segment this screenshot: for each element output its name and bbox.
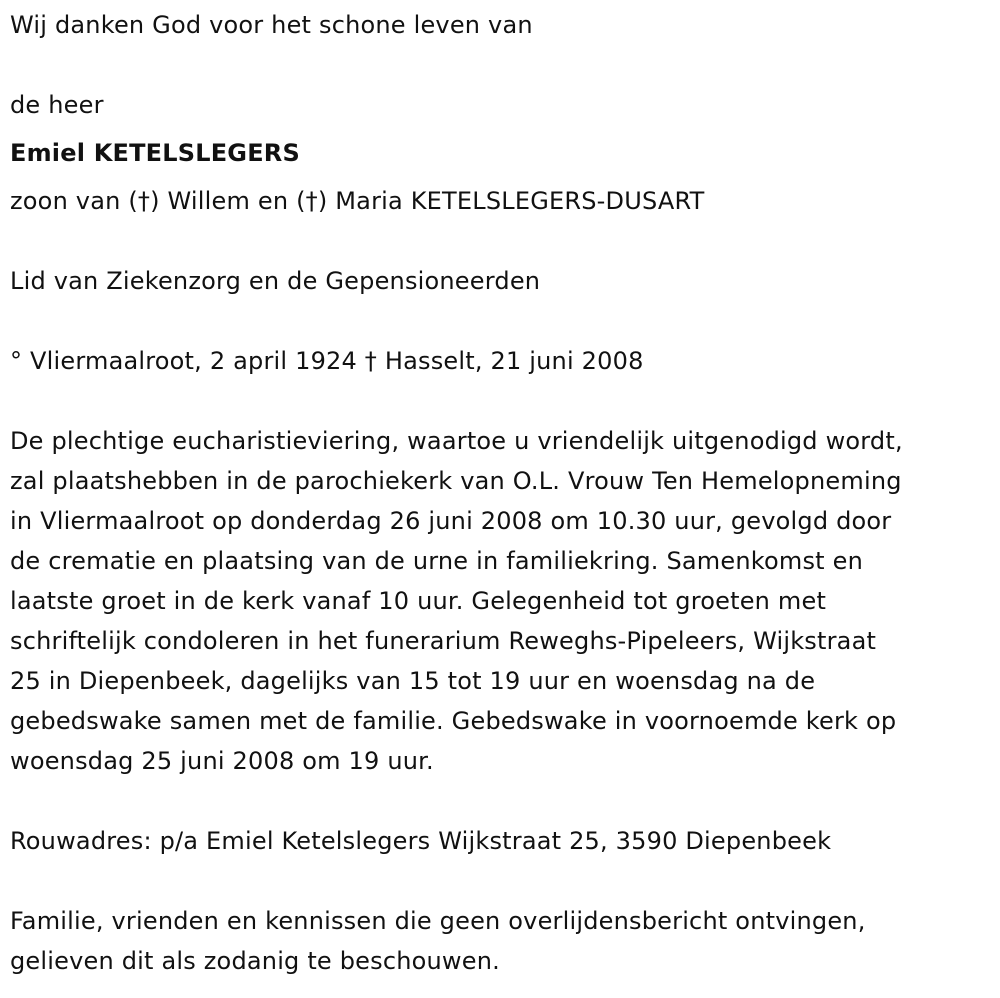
ceremony-line: laatste groet in de kerk vanaf 10 uur. Gelegenheid tot groeten met (10, 587, 827, 615)
birth-death-text: ° Vliermaalroot, 2 april 1924 † Hasselt, 21 juni 2008 (10, 347, 644, 375)
intro-text: Wij danken God voor het schone leven van (10, 11, 533, 39)
membership-text: Lid van Ziekenzorg en de Gepensioneerden (10, 267, 541, 295)
ceremony-line: zal plaatshebben in de parochiekerk van O.L. Vrouw Ten Hemelopneming (10, 467, 902, 495)
title-text: de heer (10, 91, 104, 119)
ceremony-line: in Vliermaalroot op donderdag 26 juni 2008 om 10.30 uur, gevolgd door (10, 507, 892, 535)
deceased-name: Emiel KETELSLEGERS (10, 139, 300, 167)
mourning-address: Rouwadres: p/a Emiel Ketelslegers Wijkstraat 25, 3590 Diepenbeek (10, 827, 832, 855)
ceremony-line: schriftelijk condoleren in het funerarium Reweghs-Pipeleers, Wijkstraat (10, 627, 877, 655)
closing-line: gelieven dit als zodanig te beschouwen. (10, 947, 500, 975)
ceremony-line: woensdag 25 juni 2008 om 19 uur. (10, 747, 434, 775)
ceremony-line: De plechtige eucharistieviering, waartoe u vriendelijk uitgenodigd wordt, (10, 427, 903, 455)
ceremony-line: de crematie en plaatsing van de urne in familiekring. Samenkomst en (10, 547, 863, 575)
ceremony-line: 25 in Diepenbeek, dagelijks van 15 tot 19 uur en woensdag na de (10, 667, 816, 695)
closing-line: Familie, vrienden en kennissen die geen overlijdensbericht ontvingen, (10, 907, 866, 935)
ceremony-line: gebedswake samen met de familie. Gebedswake in voornoemde kerk op (10, 707, 897, 735)
parents-text: zoon van (†) Willem en (†) Maria KETELSLEGERS-DUSART (10, 187, 705, 215)
